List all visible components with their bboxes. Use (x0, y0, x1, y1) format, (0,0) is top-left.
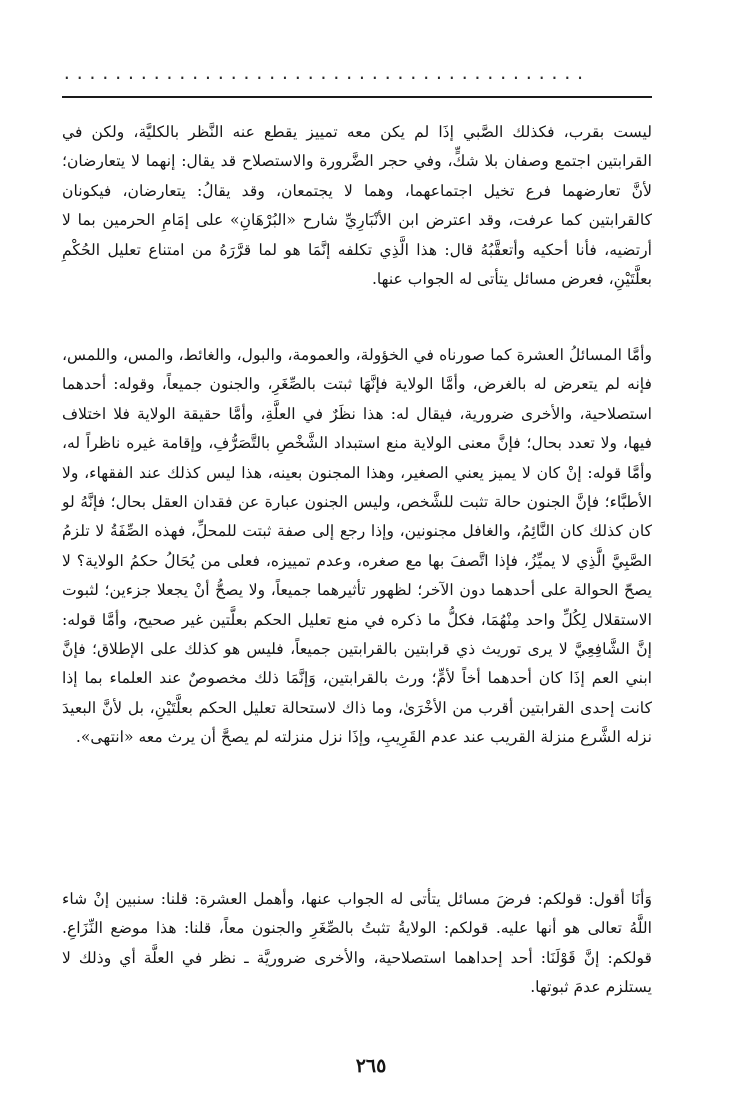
header-dotted-line: ......................................... (62, 64, 589, 83)
paragraph-3: وَأنَا أقول: قولكم: فرضَ مسائل يتأتى له الجواب عنها، وأهمل العشرة: قلنا: سنبين إنْ شاء اللَّهُ تعالى هو أنها عليه. قولكم: الولايةُ تثبتُ بالصِّغَرِ والجنون معاً، قلنا: هذا موضع النِّزَاعِ. قولكم: إنَّ قَوْلَنَا: أحد إحداهما استصلاحية، والأخرى ضروريَّة ـ نظر في العلَّة أي وذلك لا يستلزم عدمَ ثبوتها. (62, 890, 652, 997)
page-number: ٢٦٥ (355, 1055, 387, 1077)
header-rule (62, 96, 652, 98)
paragraph-1: ليست بقرب، فكذلك الصَّبي إذَا لم يكن معه تمييز يقطع عنه النَّظر بالكليَّة، ولكن في القرابتين اجتمع وصفان بلا شكٍّ، وفي حجر الضَّرورة والاستصلاح قد يقال: إنهما لا يتعارضان؛ لأنَّ تعارضهما فرع تخيل اجتماعهما، وهما لا يجتمعان، وقد يقالُ: يتعارضان، فيكونان كالقرابتين كما عرفت، وقد اعترض ابن الأنْبَارِيِّ شارح «البُرْهَانِ» على إمَامِ الحرمين بما لا أرتضيه، فأنا أحكيه وأتعقَّبُهُ قال: هذا الَّذِي تكلفه إنَّمَا هو لما قرَّرَهُ من امتناع تعليل الحُكْمِ بعلَّتَيْنِ، فعرض مسائل يتأتى له الجواب عنها. (62, 123, 652, 289)
body-text (62, 118, 652, 1035)
paragraph-2: وأمَّا المسائلُ العشرة كما صورناه في الخؤولة، والعمومة، والبول، والغائط، والمس، واللمس، فإنه لم يتعرض له بالغرض، وأمَّا الولاية فإنَّهَا ثبتت بالصِّغَرِ، والجنون جميعاً، وقوله: أحدهما استصلاحية، والأخرى ضرورية، فيقال له: هذا نظَرٌ في العلَّةِ، وأمَّا حقيقة الولاية فلا اختلاف فيها، ولا تعدد بحال؛ فإنَّ معنى الولاية منع استبداد الشَّخْصِ بالتَّصَرُّفِ، وإقامة غيره ناظراً له، وأمَّا قوله: إنْ كان لا يميز يعني الصغير، وهذا المجنون بعينه، هذا ليس كذلك عند الفقهاء، ولا الأطبَّاء؛ فإنَّ الجنون حالة تثبت للشَّخص، وليس الجنون عبارة عن فقدان العقل بحال؛ فإنَّهُ لو كان كذلك كان النَّائِمُ، والغافل مجنونين، وإذا رجع إلى صفة ثبتت للمحلِّ، فهذه الصِّفَةُ لا تلزمُ الصَّبِيَّ الَّذِي لا يميِّزُ، فإذا اتَّصفَ بها مع صغره، وعدم تمييزه، فعلى من يُحَالُ حكمُ الولاية؟ لا يصحّ الحوالة على أحدهما دون الآخر؛ لظهور تأثيرهما جميعاً، ولا يصحُّ أنْ يجعلا جزءين؛ لثبوت الاستقلال لِكُلِّ واحد مِنْهُمَا، فكلُّ ما ذكره في منع تعليل الحكم بعلَّتين غير صحيح، وأمَّا قوله: إنَّ الشَّافِعِيَّ لا يرى توريث ذي قرابتين بالقرابتين جميعاً، فليس هو كذلك على الإطلاق؛ فإنَّ ابني العم إذَا كان أحدهما أخاً لأمٍّ؛ ورث بالقرابتين، وَإنَّمَا ذلك مخصوصٌ عند العلماء بما إذا كانت إحدى القرابتين أقرب من الأخْرَىٰ، وما ذاك لاستحالة تعليل الحكم بعلَّتَيْنِ، بل لأنَّ البعيدَ نزله الشَّرع منزلة القريب عند عدم القَرِيبِ، وإذَا نزل منزلته لم يصحَّ أن يرث معه «انتهى». (62, 346, 653, 747)
